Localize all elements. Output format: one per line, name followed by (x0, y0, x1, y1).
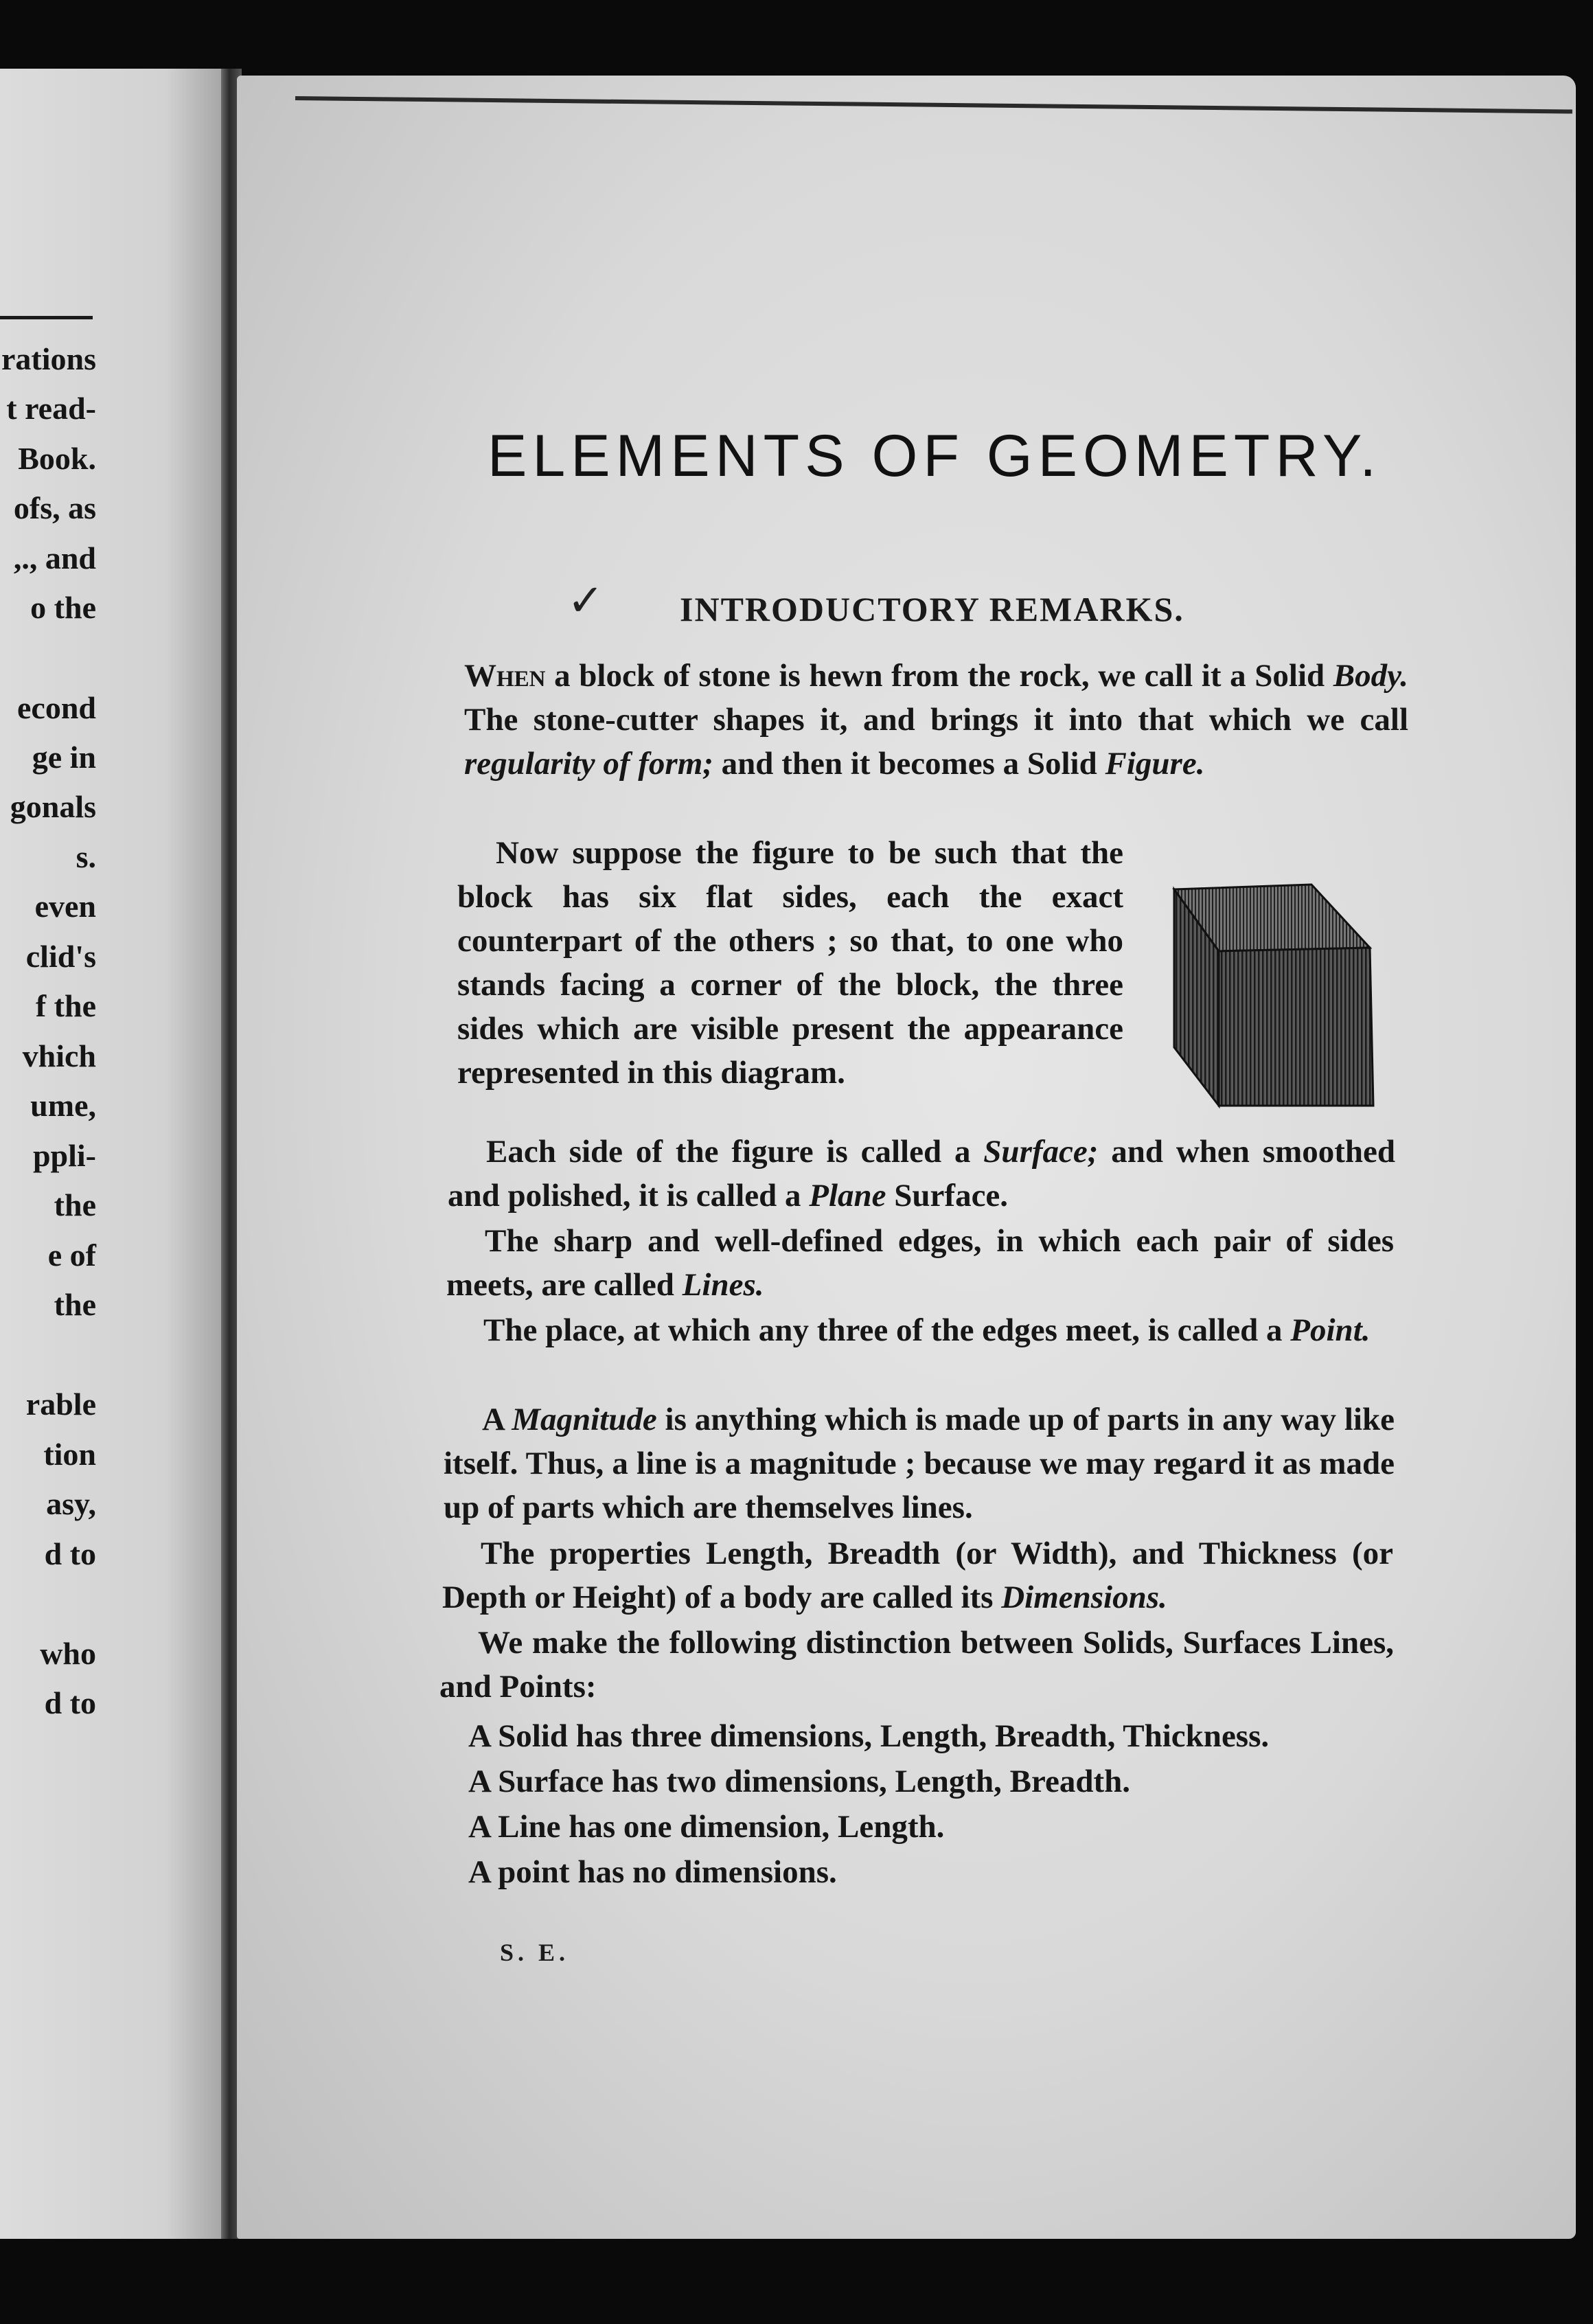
left-page-fragment: e of (47, 1238, 96, 1273)
left-page-fragment: Book. (18, 441, 96, 476)
paragraph-7: The properties Length, Breadth (or Width), and Thickness (or Depth or Height) of a body are called its Dimensions. (442, 1536, 1393, 1615)
left-page-fragment: t read- (6, 391, 96, 426)
pencil-check-mark: ✓ (567, 576, 604, 626)
paragraph-1: When a block of stone is hewn from the rock, we call it a Solid Body. The stone-cutter shapes it, and brings it into that which we call regularity of form; and then it becomes a Solid Figure. (464, 658, 1408, 782)
paragraph-2: Now suppose the figure to be such that the block has six flat sides, each the exact counterpart of the others ; so that, to one who stands facing a corner of the block, the three sides which are visible present the appearance represented in this diagram. (457, 835, 1123, 1091)
left-page-fragment: even (34, 889, 96, 924)
left-page-fragment: asy, (46, 1486, 96, 1521)
left-page-fragment: econd (17, 690, 96, 725)
left-page-fragment: rations (1, 341, 96, 376)
left-page-fragment: ppli- (32, 1138, 96, 1173)
cube-diagram (1167, 879, 1380, 1119)
left-page-fragment: o the (30, 590, 96, 625)
left-page-fragment: ume, (30, 1088, 96, 1123)
left-page-fragment: rable (25, 1387, 96, 1422)
left-page-rule (0, 316, 93, 319)
left-page-fragment: who (40, 1636, 96, 1671)
paragraph-4: The sharp and well-defined edges, in which each pair of sides meets, are called Lines. (446, 1223, 1394, 1303)
left-page-fragment: vhich (22, 1038, 96, 1073)
dimensions-list (468, 1713, 1361, 1895)
left-page-fragment: the (54, 1287, 96, 1322)
page-title: ELEMENTS OF GEOMETRY. (488, 423, 1382, 489)
left-page-fragment: ,., and (13, 540, 96, 576)
left-page-fragment: ge in (32, 740, 96, 775)
left-page-fragment: d to (44, 1536, 96, 1571)
left-page-fragment: d to (44, 1685, 96, 1720)
dimension-solid: A Solid has three dimensions, Length, Breadth, Thickness. (468, 1718, 1270, 1754)
left-page-fragment: the (54, 1187, 96, 1222)
left-page-fragment: s. (76, 839, 96, 874)
cube-side-face (1219, 948, 1373, 1106)
left-page-fragment: gonals (10, 789, 96, 824)
signature-mark: S. E. (500, 1939, 570, 1966)
dimension-line: A Line has one dimension, Length. (468, 1809, 945, 1845)
section-heading: INTRODUCTORY REMARKS. (680, 590, 1184, 628)
paragraph-3: Each side of the figure is called a Surface; and when smoothed and polished, it is called a Plane Surface. (448, 1134, 1396, 1214)
paragraph-5: The place, at which any three of the edges meet, is called a Point. (483, 1312, 1371, 1348)
left-page-fragment: tion (43, 1437, 96, 1472)
paragraph-6: A Magnitude is anything which is made up of parts in any way like itself. Thus, a line is a magnitude ; because we may regard it as made up of parts which are themselves lines. (444, 1402, 1395, 1525)
dimension-point: A point has no dimensions. (468, 1854, 837, 1890)
paragraph-8: We make the following distinction between Solids, Surfaces Lines, and Points: (439, 1625, 1394, 1705)
left-page-fragment: f the (35, 988, 96, 1023)
left-page-fragment: ofs, as (13, 490, 96, 525)
left-page-fragment: clid's (25, 939, 96, 974)
dimension-surface: A Surface has two dimensions, Length, Breadth. (468, 1764, 1131, 1799)
